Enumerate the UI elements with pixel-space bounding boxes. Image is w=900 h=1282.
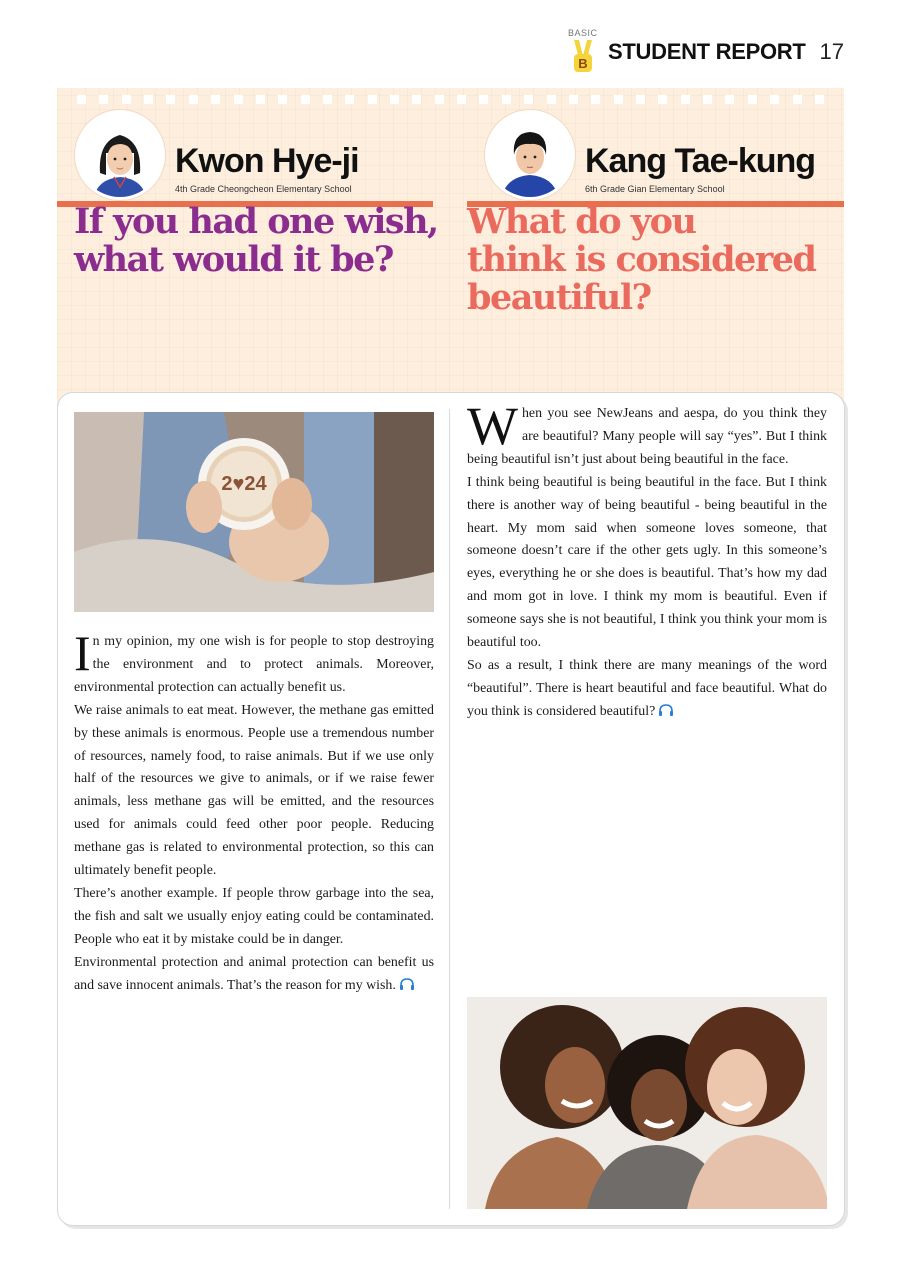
question-line: think is considered <box>467 239 816 280</box>
notebook-hole <box>189 95 198 104</box>
student-photo-kang <box>485 110 575 200</box>
notebook-hole <box>256 95 265 104</box>
notebook-hole <box>390 95 399 104</box>
basic-b-logo-icon <box>568 30 600 74</box>
notebook-holes <box>77 95 824 105</box>
notebook-hole <box>614 95 623 104</box>
coffee-cup-photo <box>74 412 434 612</box>
question-line: what would it be? <box>74 239 393 280</box>
student-name-right: Kang Tae-kung <box>585 142 816 180</box>
notebook-hole <box>457 95 466 104</box>
question-line: If you had one wish, <box>74 201 438 242</box>
logo-letter: B <box>578 56 588 71</box>
notebook-hole <box>368 95 377 104</box>
notebook-hole <box>636 95 645 104</box>
report-title: STUDENT REPORT <box>608 39 806 64</box>
notebook-hole <box>658 95 667 104</box>
paragraph: So as a result, I think there are many meanings of the word “beautiful”. There is heart beautiful and face beautiful. What do you think is considered beautiful? <box>467 657 827 719</box>
top-banner <box>57 88 844 418</box>
notebook-hole <box>278 95 287 104</box>
logo-badge-text: BASIC <box>568 28 598 38</box>
headphones-icon[interactable] <box>658 702 674 714</box>
page-header <box>568 30 844 74</box>
notebook-hole <box>748 95 757 104</box>
paragraph: We raise animals to eat meat. However, the methane gas emitted by these animals is enormous. People use a tremendous number of resources, namely food, to raise animals. But if we use only half of the resources we give to animals, or if we raise fewer animals, less methane gas will be emitted, and the resources used for animals could feed other poor people. Reducing methane gas is related to environmental protection, so this can ultimately benefit people. <box>74 702 434 879</box>
question-title-left <box>74 203 444 279</box>
notebook-hole <box>301 95 310 104</box>
article-right <box>467 396 827 724</box>
notebook-hole <box>569 95 578 104</box>
notebook-hole <box>815 95 824 104</box>
notebook-hole <box>345 95 354 104</box>
smiling-women-photo <box>467 997 827 1209</box>
notebook-hole <box>681 95 690 104</box>
content-card <box>57 392 845 1226</box>
student-school-left: 4th Grade Cheongcheon Elementary School <box>175 184 352 194</box>
notebook-hole <box>77 95 86 104</box>
notebook-hole <box>524 95 533 104</box>
notebook-hole <box>547 95 556 104</box>
dropcap-left: I <box>74 625 91 681</box>
headphones-icon[interactable] <box>399 976 415 988</box>
question-title-right <box>467 203 837 317</box>
page-number: 17 <box>819 39 844 64</box>
notebook-hole <box>99 95 108 104</box>
notebook-hole <box>479 95 488 104</box>
notebook-hole <box>122 95 131 104</box>
notebook-hole <box>591 95 600 104</box>
notebook-hole <box>435 95 444 104</box>
column-divider <box>449 409 450 1209</box>
paragraph: n my opinion, my one wish is for people to stop destroying the environment and to protect animals. Moreover, environmental protection can actually benefit us. <box>74 634 434 695</box>
notebook-hole <box>323 95 332 104</box>
notebook-hole <box>703 95 712 104</box>
latte-art-text: 2♥24 <box>221 473 267 495</box>
notebook-hole <box>144 95 153 104</box>
paragraph: I think being beautiful is being beautiful in the face. But I think there is another way of being beautiful - being beautiful in the heart. My mom said when someone loves someone, that someone doesn’t care if the other gets ugly. In this someone’s eyes, everything he or she does is beautiful. That’s how my dad and mom got in love. I think my mom is beautiful. Even if someone says she is not beautiful, I think you think your mom is beautiful too. <box>467 474 827 651</box>
dropcap-right: W <box>467 396 518 456</box>
student-school-right: 6th Grade Gian Elementary School <box>585 184 725 194</box>
notebook-hole <box>166 95 175 104</box>
notebook-hole <box>234 95 243 104</box>
paragraph: Environmental protection and animal protection can benefit us and save innocent animals. That’s the reason for my wish. <box>74 954 434 993</box>
notebook-hole <box>412 95 421 104</box>
notebook-hole <box>793 95 802 104</box>
notebook-hole <box>211 95 220 104</box>
paragraph: hen you see NewJeans and aespa, do you think they are beautiful? Many people will say “yes”. But I think being beautiful isn’t just about being beautiful in the face. <box>467 406 827 467</box>
question-line: beautiful? <box>467 277 651 318</box>
notebook-hole <box>725 95 734 104</box>
notebook-hole <box>502 95 511 104</box>
question-line: What do you <box>467 201 696 242</box>
student-name-left: Kwon Hye-ji <box>175 142 359 180</box>
paragraph: There’s another example. If people throw garbage into the sea, the fish and salt we usually enjoy eating could be contaminated. People who eat it by mistake could be in danger. <box>74 885 434 947</box>
notebook-hole <box>770 95 779 104</box>
article-left <box>74 625 434 998</box>
student-photo-kwon <box>75 110 165 200</box>
